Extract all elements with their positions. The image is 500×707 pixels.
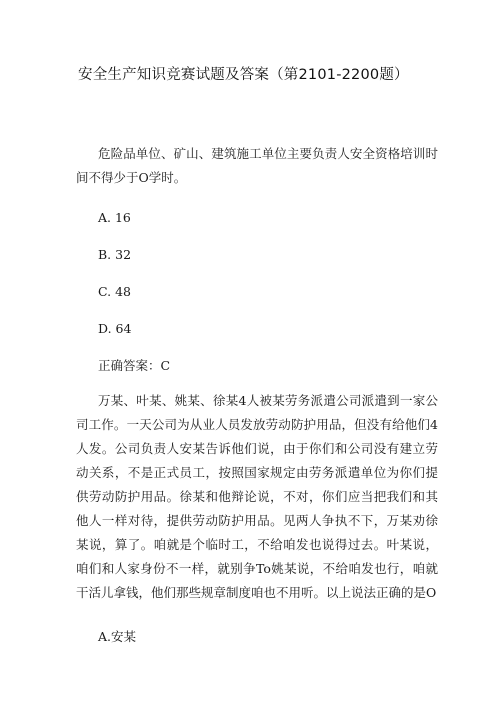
question-1-answer: 正确答案：C [98,358,171,373]
question-1-option-c: C. 48 [98,284,131,299]
question-2-option-a: A.安某 [98,629,137,644]
question-1-text: 危险品单位、矿山、建筑施工单位主要负责人安全资格培训时间不得少于O学时。 [76,146,438,185]
question-1-option-a: A. 16 [98,210,131,225]
question-1-option-b: B. 32 [98,247,132,262]
question-2-text: 万某、叶某、姚某、徐某4人被某劳务派遣公司派遣到一家公司工作。一天公司为从业人员发放劳动防护用品，但没有给他们4人发。公司负责人安某告诉他们说，由于你们和公司没有建立劳动关系，不是正式员工，按照国家规定由劳务派遣单位为你们提供劳动防护用品。徐某和他辩论说，不对，你们应当把我们和其他人一样对待，提供劳动防护用品。见两人争执不下，万某劝徐某说，算了。咱就是个临时工，不给咱发也说得过去。叶某说，咱们和人家身份不一样，就别争To姚某说，不给咱发也行，咱就干活儿拿钱，他们那些规章制度咱也不用听。以上说法正确的是O [76,393,438,600]
question-1-option-d: D. 64 [98,321,132,336]
page-title: 安全生产知识竞赛试题及答案（第2101-2200题） [78,67,409,83]
